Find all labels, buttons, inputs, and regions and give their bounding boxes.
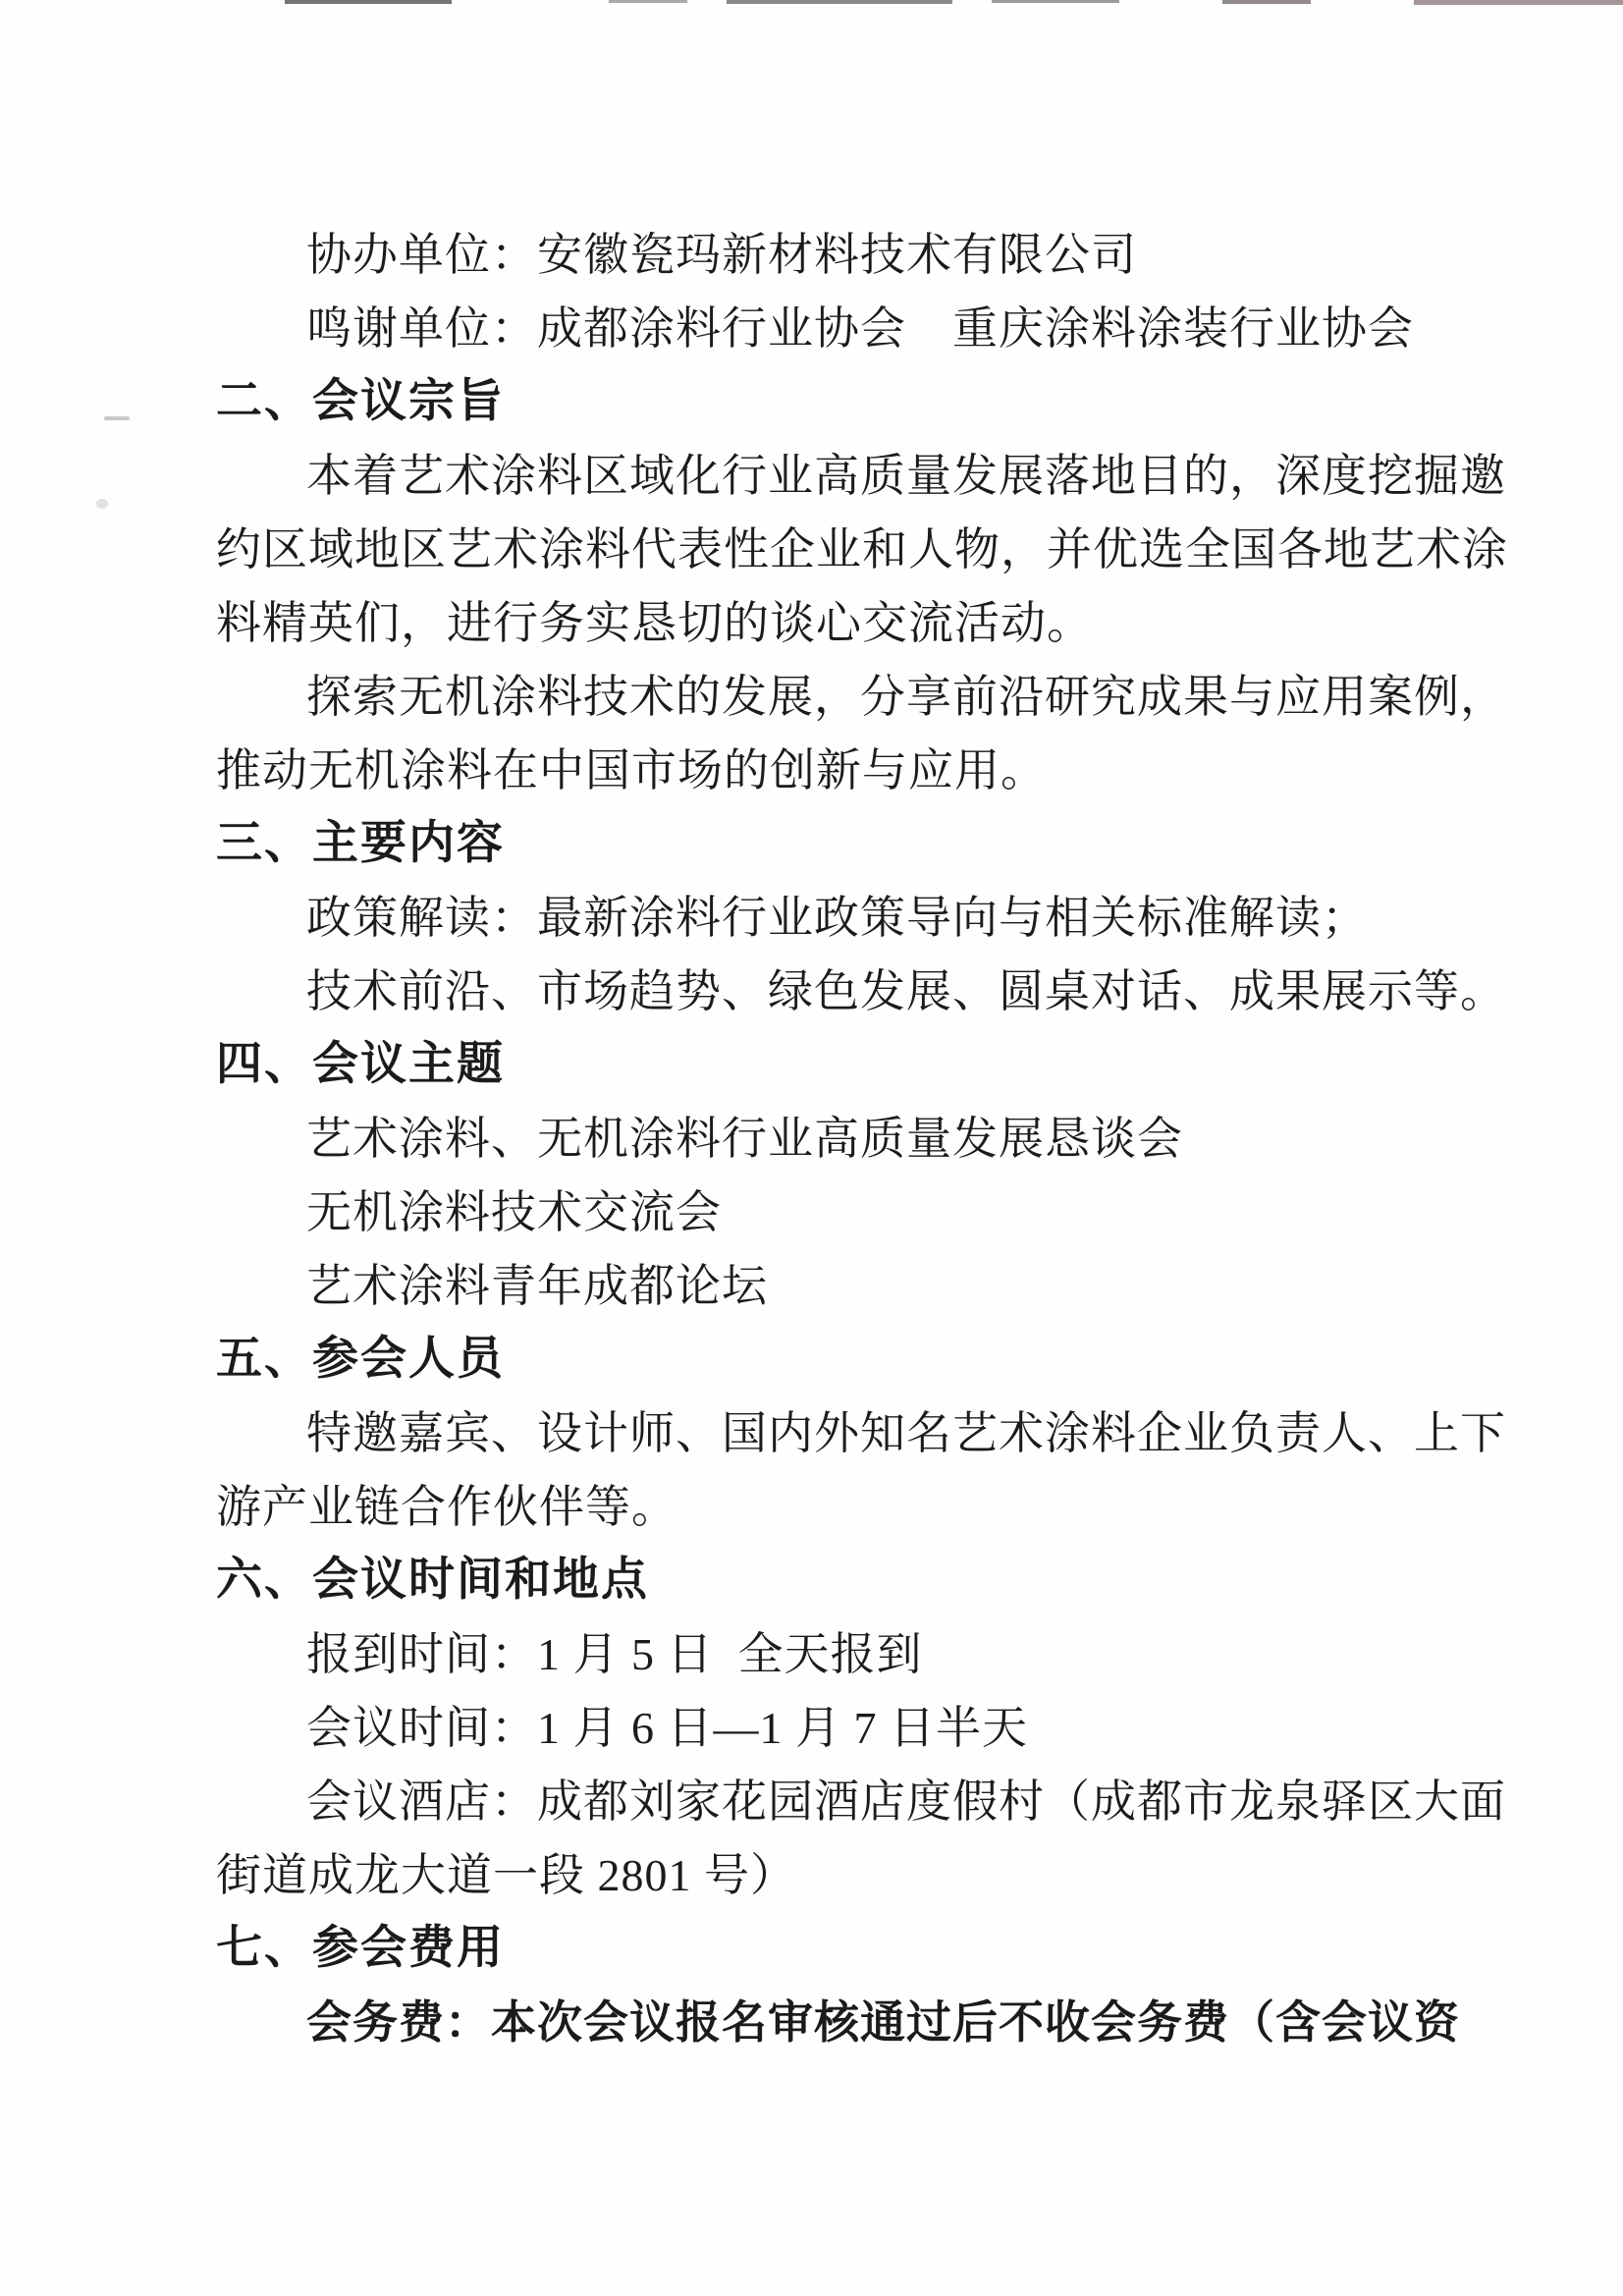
doc-line: 推动无机涂料在中国市场的创新与应用。 [216, 745, 1047, 795]
section-heading-time-place: 六、会议时间和地点 [216, 1555, 649, 1606]
doc-line: 艺术涂料、无机涂料行业高质量发展恳谈会 [306, 1114, 1183, 1164]
doc-line: 技术前沿、市场趋势、绿色发展、圆桌对话、成果展示等。 [306, 966, 1506, 1016]
scan-artifact-dash [609, 0, 687, 3]
section-heading-purpose: 二、会议宗旨 [216, 376, 505, 427]
section-heading-fees: 七、参会费用 [216, 1923, 505, 1974]
section-heading-themes: 四、会议主题 [216, 1039, 505, 1090]
scan-artifact-dash [727, 0, 952, 4]
doc-line: 艺术涂料青年成都论坛 [306, 1261, 768, 1311]
doc-line: 游产业链合作伙伴等。 [216, 1482, 677, 1532]
doc-line: 特邀嘉宾、设计师、国内外知名艺术涂料企业负责人、上下 [306, 1408, 1506, 1458]
scan-artifact-dash [1414, 0, 1623, 5]
doc-line-fee: 会务费：本次会议报名审核通过后不收会务费（含会议资 [306, 1997, 1460, 2048]
scan-artifact-speck [104, 416, 130, 420]
scan-artifact-dash [1222, 0, 1311, 4]
scan-artifact-dash [992, 0, 1119, 3]
doc-line-thanks-unit: 鸣谢单位：成都涂料行业协会 重庆涂料涂装行业协会 [306, 303, 1414, 354]
doc-line-checkin-time: 报到时间：1 月 5 日 全天报到 [306, 1629, 923, 1679]
document-body [216, 218, 1508, 2059]
doc-line: 约区域地区艺术涂料代表性企业和人物，并优选全国各地艺术涂 [216, 524, 1508, 574]
doc-line: 本着艺术涂料区域化行业高质量发展落地目的，深度挖掘邀 [306, 451, 1506, 501]
section-heading-attendees: 五、参会人员 [216, 1334, 505, 1385]
doc-line-hotel-address: 街道成龙大道一段 2801 号） [216, 1850, 796, 1900]
doc-line-cohost-unit: 协办单位：安徽瓷玛新材料技术有限公司 [306, 230, 1137, 280]
doc-line-meeting-time: 会议时间：1 月 6 日—1 月 7 日半天 [306, 1703, 1028, 1753]
scan-artifact-speck [96, 499, 108, 509]
doc-line: 政策解读：最新涂料行业政策导向与相关标准解读； [306, 893, 1368, 943]
doc-line: 料精英们，进行务实恳切的谈心交流活动。 [216, 598, 1093, 648]
doc-line-hotel: 会议酒店：成都刘家花园酒店度假村（成都市龙泉驿区大面 [306, 1777, 1506, 1827]
doc-line: 探索无机涂料技术的发展，分享前沿研究成果与应用案例， [306, 672, 1506, 722]
scan-artifact-dash [285, 0, 452, 4]
section-heading-main-content: 三、主要内容 [216, 818, 505, 869]
doc-line: 无机涂料技术交流会 [306, 1187, 722, 1237]
